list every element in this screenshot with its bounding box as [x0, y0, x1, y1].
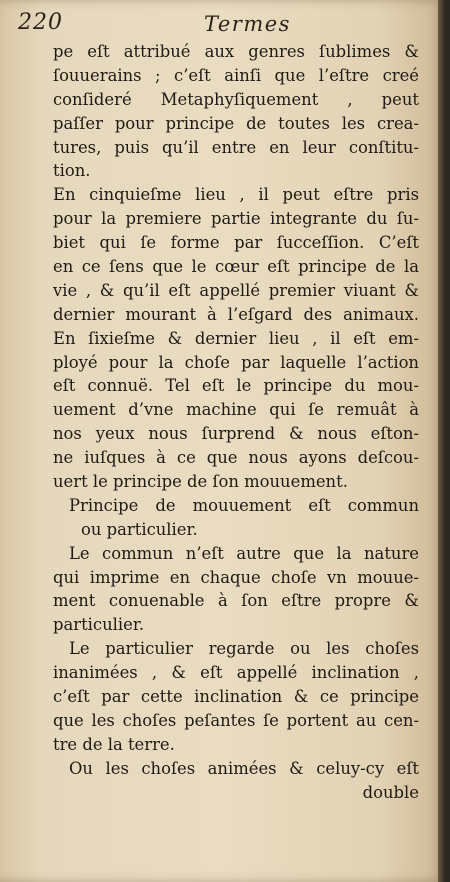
text-line: ſouuerains ; c’eſt ainſi que l’eſtre creé [53, 65, 419, 85]
paragraph-first-line: Le commun n’eſt autre que la nature [69, 543, 419, 563]
paragraph-first-line: En ſixieſme & dernier lieu , il eſt em- [53, 328, 419, 348]
text-line: paſſer pour principe de toutes les crea- [53, 113, 419, 133]
page-number: 220 [18, 10, 63, 35]
page-header [18, 10, 418, 42]
text-line: vie , & qu’il eſt appellé premier viuant & [53, 280, 419, 300]
text-line: eſt connuë. Tel eſt le principe du mou- [53, 376, 419, 396]
paragraph-first-line: En cinquieſme lieu , il peut eſtre pris [53, 185, 419, 205]
text-line: particulier. [53, 615, 145, 635]
paragraph-first-line: Le particulier regarde ou les choſes [69, 639, 419, 659]
text-line: tures, puis qu’il entre en leur conſtitu- [53, 137, 419, 157]
text-line: en ce ſens que le cœur eſt principe de la [53, 257, 419, 277]
text-line: ployé pour la choſe par laquelle l’action [53, 352, 419, 372]
text-line: pe eſt attribué aux genres ſublimes & [53, 42, 419, 61]
text-line: nos yeux nous ſurprend & nous eſton- [53, 424, 419, 444]
text-line: ment conuenable à ſon eſtre propre & [53, 591, 419, 611]
text-line: ne iuſques à ce que nous ayons deſcou- [53, 448, 419, 468]
catchword: double [362, 782, 419, 802]
page-edge-shadow [438, 0, 444, 882]
paragraph-first-line: Principe de mouuement eſt commun [69, 495, 419, 515]
text-line: uement d’vne machine qui ſe remuât à [53, 400, 419, 420]
text-line: biet qui ſe forme par ſucceſſion. C’eſt [53, 233, 419, 253]
body-text [53, 40, 419, 805]
text-line: dernier mourant à l’eſgard des animaux. [53, 304, 419, 324]
text-line: tre de la terre. [53, 734, 175, 754]
text-line: inanimées , & eſt appellé inclination , [53, 663, 419, 683]
text-line: que les choſes peſantes ſe portent au cen- [53, 710, 419, 730]
text-line: conſideré Metaphyſiquement , peut [53, 89, 419, 109]
text-line: uert le principe de ſon mouuement. [53, 472, 348, 492]
text-line: c’eſt par cette inclination & ce principe [53, 687, 419, 707]
text-line: tion. [53, 161, 91, 181]
text-line: pour la premiere partie integrante du ſu- [53, 209, 419, 229]
text-line: qui imprime en chaque choſe vn mouue- [53, 567, 419, 587]
text-line: ou particulier. [81, 519, 198, 539]
running-head: Termes [204, 12, 291, 36]
paragraph-first-line: Ou les choſes animées & celuy-cy eſt [69, 758, 419, 778]
